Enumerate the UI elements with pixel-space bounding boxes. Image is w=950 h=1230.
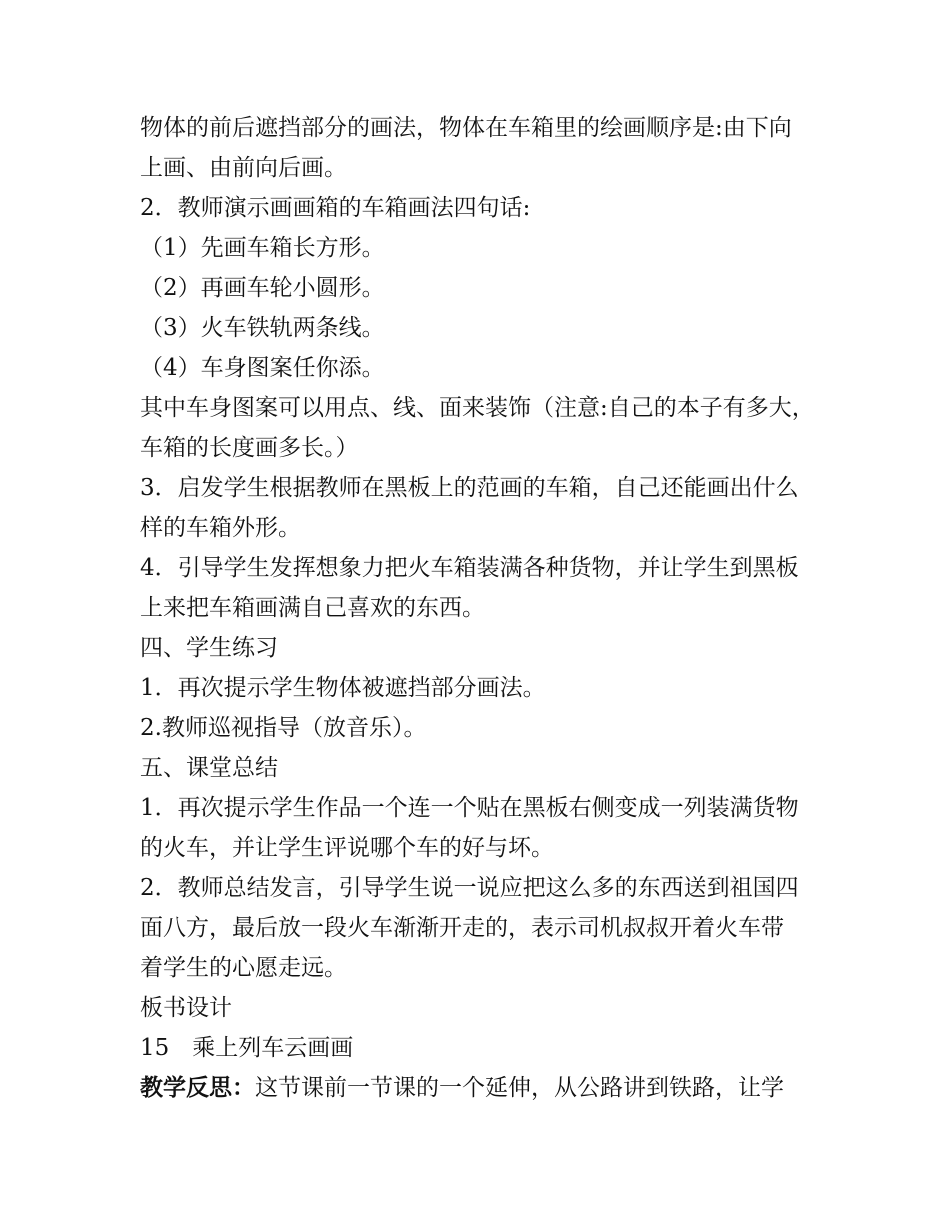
section-heading: 五、课堂总结	[140, 755, 278, 781]
text-line: 的火车，并让学生评说哪个车的好与坏。	[140, 835, 554, 861]
text-line: 2.教师巡视指导（放音乐）。	[140, 715, 427, 741]
text-line: （4）车身图案任你添。	[140, 355, 385, 381]
reflection-line	[140, 1073, 784, 1103]
section-heading: 板书设计	[140, 995, 232, 1021]
text-line: 上画、由前向后画。	[140, 155, 347, 181]
text-line: （2）再画车轮小圆形。	[140, 275, 385, 301]
text-line: 4．引导学生发挥想象力把火车箱装满各种货物，并让学生到黑板	[140, 555, 799, 581]
text-line: 3．启发学生根据教师在黑板上的范画的车箱，自己还能画出什么	[140, 475, 799, 501]
text-line: 2．教师演示画画箱的车箱画法四句话:	[140, 195, 531, 221]
reflection-label: 教学反思：	[140, 1075, 255, 1101]
text-line: 1．再次提示学生物体被遮挡部分画法。	[140, 675, 546, 701]
reflection-text: 这节课前一节课的一个延伸，从公路讲到铁路，让学	[255, 1075, 784, 1101]
text-line: 其中车身图案可以用点、线、面来装饰（注意:自己的本子有多大，	[140, 395, 815, 421]
text-line: 1．再次提示学生作品一个连一个贴在黑板右侧变成一列装满货物	[140, 795, 799, 821]
text-line: 样的车箱外形。	[140, 515, 301, 541]
text-line: 2．教师总结发言，引导学生说一说应把这么多的东西送到祖国四	[140, 875, 799, 901]
text-line: 着学生的心愿走远。	[140, 955, 347, 981]
text-line: （1）先画车箱长方形。	[140, 235, 385, 261]
text-line: 物体的前后遮挡部分的画法，物体在车箱里的绘画顺序是:由下向	[140, 115, 792, 141]
text-line: 上来把车箱画满自己喜欢的东西。	[140, 595, 485, 621]
section-heading: 四、学生练习	[140, 635, 278, 661]
text-line: 15 乘上列车云画画	[140, 1035, 354, 1061]
text-line: 车箱的长度画多长。）	[140, 435, 359, 461]
text-line: 面八方，最后放一段火车渐渐开走的，表示司机叔叔开着火车带	[140, 915, 784, 941]
text-line: （3）火车铁轨两条线。	[140, 315, 385, 341]
